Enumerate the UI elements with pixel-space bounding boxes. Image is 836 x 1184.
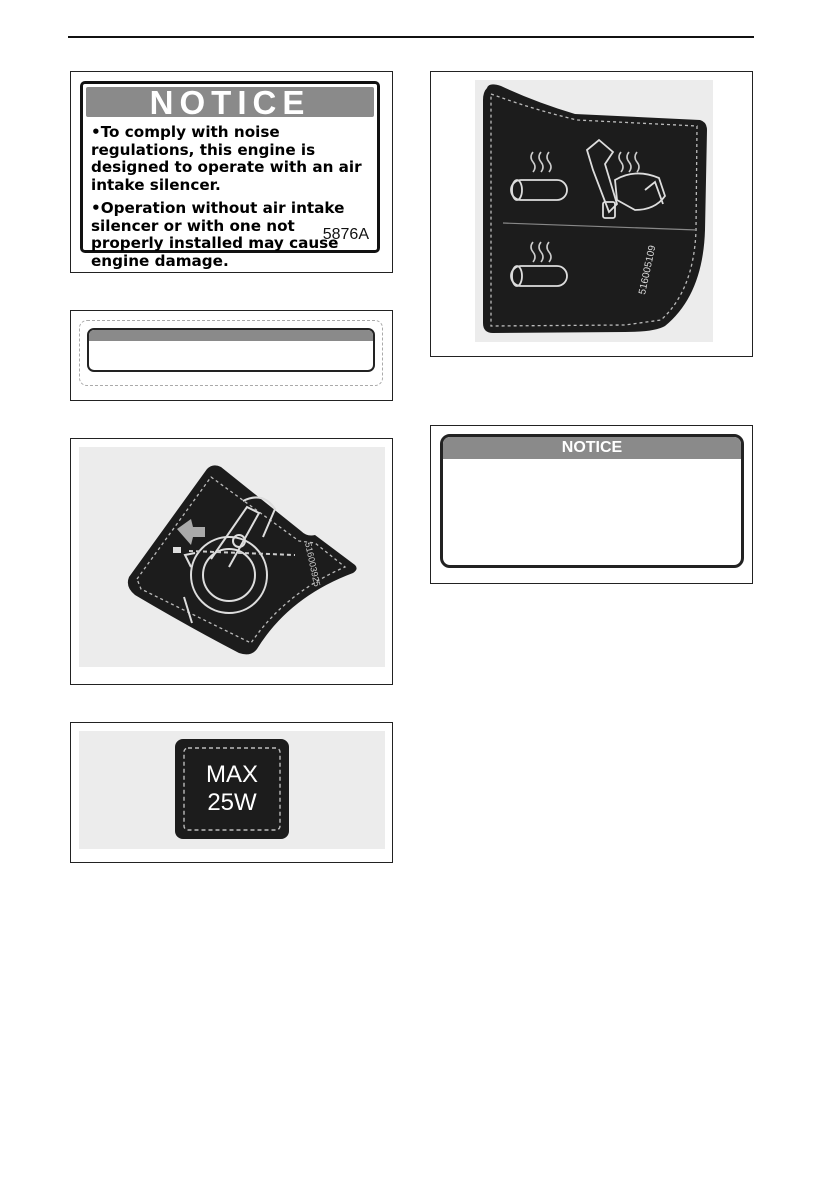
notice-bullet-2: •Operation without air intake silencer or with one not properly installed may cause engine damage. xyxy=(91,199,345,270)
blank-label-frame xyxy=(70,310,393,401)
chute-decal xyxy=(79,447,385,667)
header-rule xyxy=(68,36,754,38)
heated-grip-decal xyxy=(475,80,713,342)
notice-label-2 xyxy=(440,434,744,568)
notice-label-frame xyxy=(70,71,393,273)
blank-label xyxy=(79,320,383,386)
notice-2-header: NOTICE xyxy=(443,437,741,459)
max-label: MAX xyxy=(205,761,259,788)
watt-label: 25W xyxy=(207,789,257,816)
notice-label xyxy=(80,81,380,270)
label-header-bar xyxy=(89,330,373,341)
chute-decal-part-number: 516003925 xyxy=(303,541,323,588)
decal-part-number: 516005109 xyxy=(637,244,659,296)
notice-bullet-1: •To comply with noise regulations, this engine is designed to operate with an air intake silencer. xyxy=(91,123,362,194)
chute-decal-frame xyxy=(70,438,393,685)
notice-header: NOTICE xyxy=(86,87,374,117)
heated-grip-decal-frame xyxy=(430,71,753,357)
max-watt-decal-frame xyxy=(70,722,393,863)
notice-label-2-frame xyxy=(430,425,753,584)
max-watt-decal xyxy=(172,736,292,842)
label-code: 5876A xyxy=(322,226,369,243)
